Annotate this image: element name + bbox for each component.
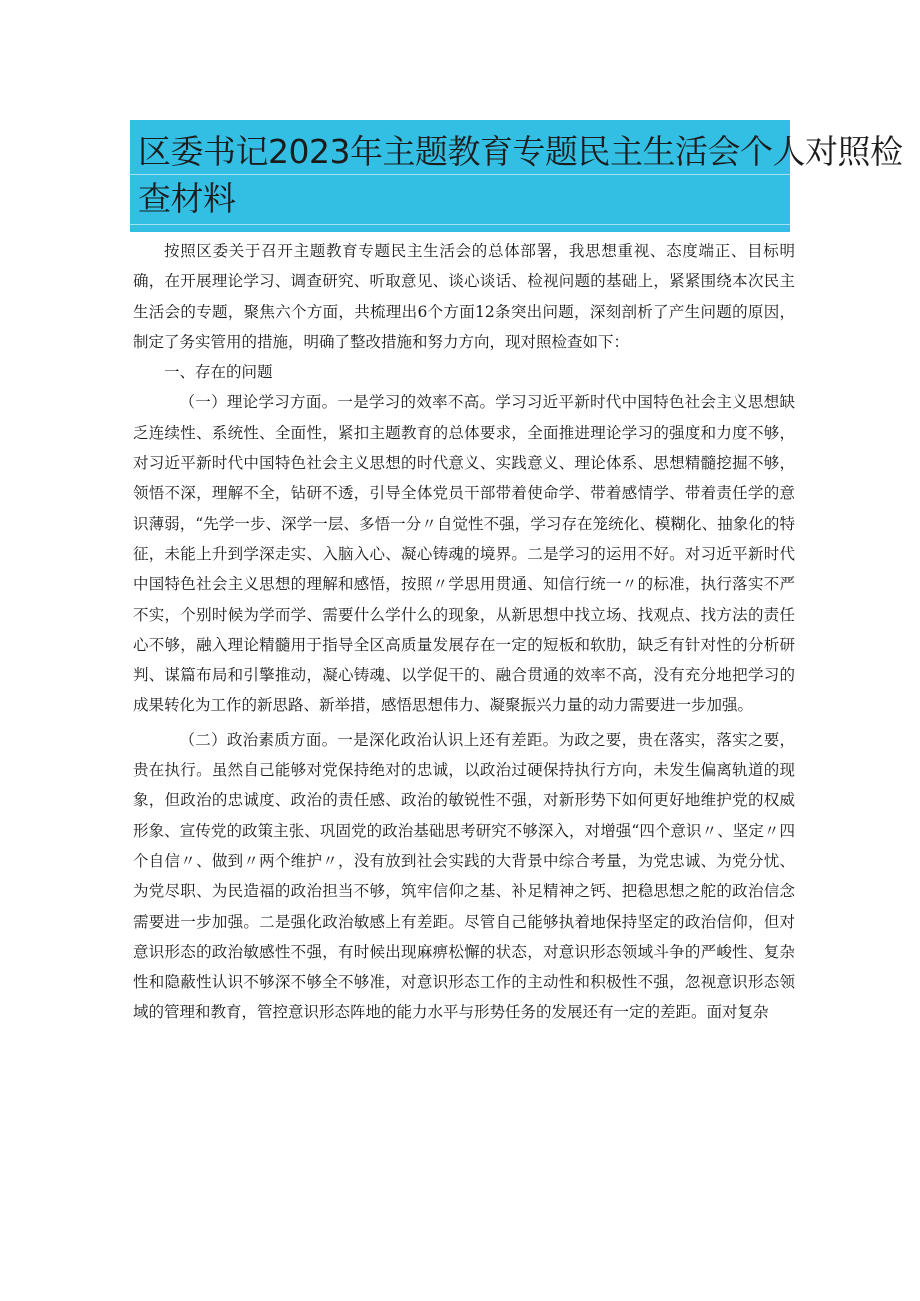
document-title-line-2: 查材料 bbox=[138, 179, 236, 218]
document-body bbox=[133, 236, 795, 1028]
section-heading: 一、存在的问题 bbox=[164, 363, 273, 382]
title-banner bbox=[130, 120, 903, 232]
paragraph-theory-study: （一）理论学习方面。一是学习的效率不高。学习习近平新时代中国特色社会主义思想缺乏连续性、系统性、全面性，紧扣主题教育的总体要求，全面推进理论学习的强度和力度不够，对习近平新时代中国特色社会主义思想的时代意义、实践意义、理论体系、思想精髓挖掘不够，领悟不深，理解不全，钻研不透，引导全体党员干部带着使命学、带着感情学、带着责任学的意识薄弱，“先学一步、深学一层、多悟一分〃自觉性不强，学习存在笼统化、模糊化、抽象化的特征，未能上升到学深走实、入脑入心、凝心铸魂的境界。二是学习的运用不好。对习近平新时代中国特色社会主义思想的理解和感悟，按照〃学思用贯通、知信行统一〃的标准，执行落实不严不实，个别时候为学而学、需要什么学什么的现象，从新思想中找立场、找观点、找方法的责任心不够，融入理论精髓用于指导全区高质量发展存在一定的短板和软肋，缺乏有针对性的分析研判、谋篇布局和引擎推动，凝心铸魂、以学促干的、融合贯通的效率不高，没有充分地把学习的成果转化为工作的新思路、新举措，感悟思想伟力、凝聚振兴力量的动力需要进一步加强。 bbox=[133, 393, 795, 715]
document-title-line-1: 区委书记2023年主题教育专题民主生活会个人对照检 bbox=[138, 132, 903, 171]
paragraph-political-quality: （二）政治素质方面。一是深化政治认识上还有差距。为政之要，贵在落实，落实之要，贵在执行。虽然自己能够对党保持绝对的忠诚，以政治过硬保持执行方向，未发生偏离轨道的现象，但政治的忠诚度、政治的责任感、政治的敏锐性不强，对新形势下如何更好地维护党的权威形象、宣传党的政策主张、巩固党的政治基础思考研究不够深入，对增强“四个意识〃、坚定〃四个自信〃、做到〃两个维护〃，没有放到社会实践的大背景中综合考量，为党忠诚、为党分忧、为党尽职、为民造福的政治担当不够，筑牢信仰之基、补足精神之钙、把稳思想之舵的政治信念需要进一步加强。二是强化政治敏感上有差距。尽管自己能够执着地保持坚定的政治信仰，但对意识形态的政治敏感性不强，有时候出现麻痹松懈的状态，对意识形态领域斗争的严峻性、复杂性和隐蔽性认识不够深不够全不够准，对意识形态工作的主动性和积极性不强，忽视意识形态领域的管理和教育，管控意识形态阵地的能力水平与形势任务的发展还有一定的差距。面对复杂 bbox=[133, 730, 795, 1022]
intro-paragraph: 按照区委关于召开主题教育专题民主生活会的总体部署，我思想重视、态度端正、目标明确，在开展理论学习、调查研究、听取意见、谈心谈话、检视问题的基础上，紧紧围绕本次民主生活会的专题，聚焦六个方面，共梳理出6个方面12条突出问题，深刻剖析了产生问题的原因，制定了务实管用的措施，明确了整改措施和努力方向，现对照检查如下： bbox=[133, 242, 795, 351]
banner-divider bbox=[130, 174, 790, 175]
banner-divider bbox=[130, 224, 790, 225]
